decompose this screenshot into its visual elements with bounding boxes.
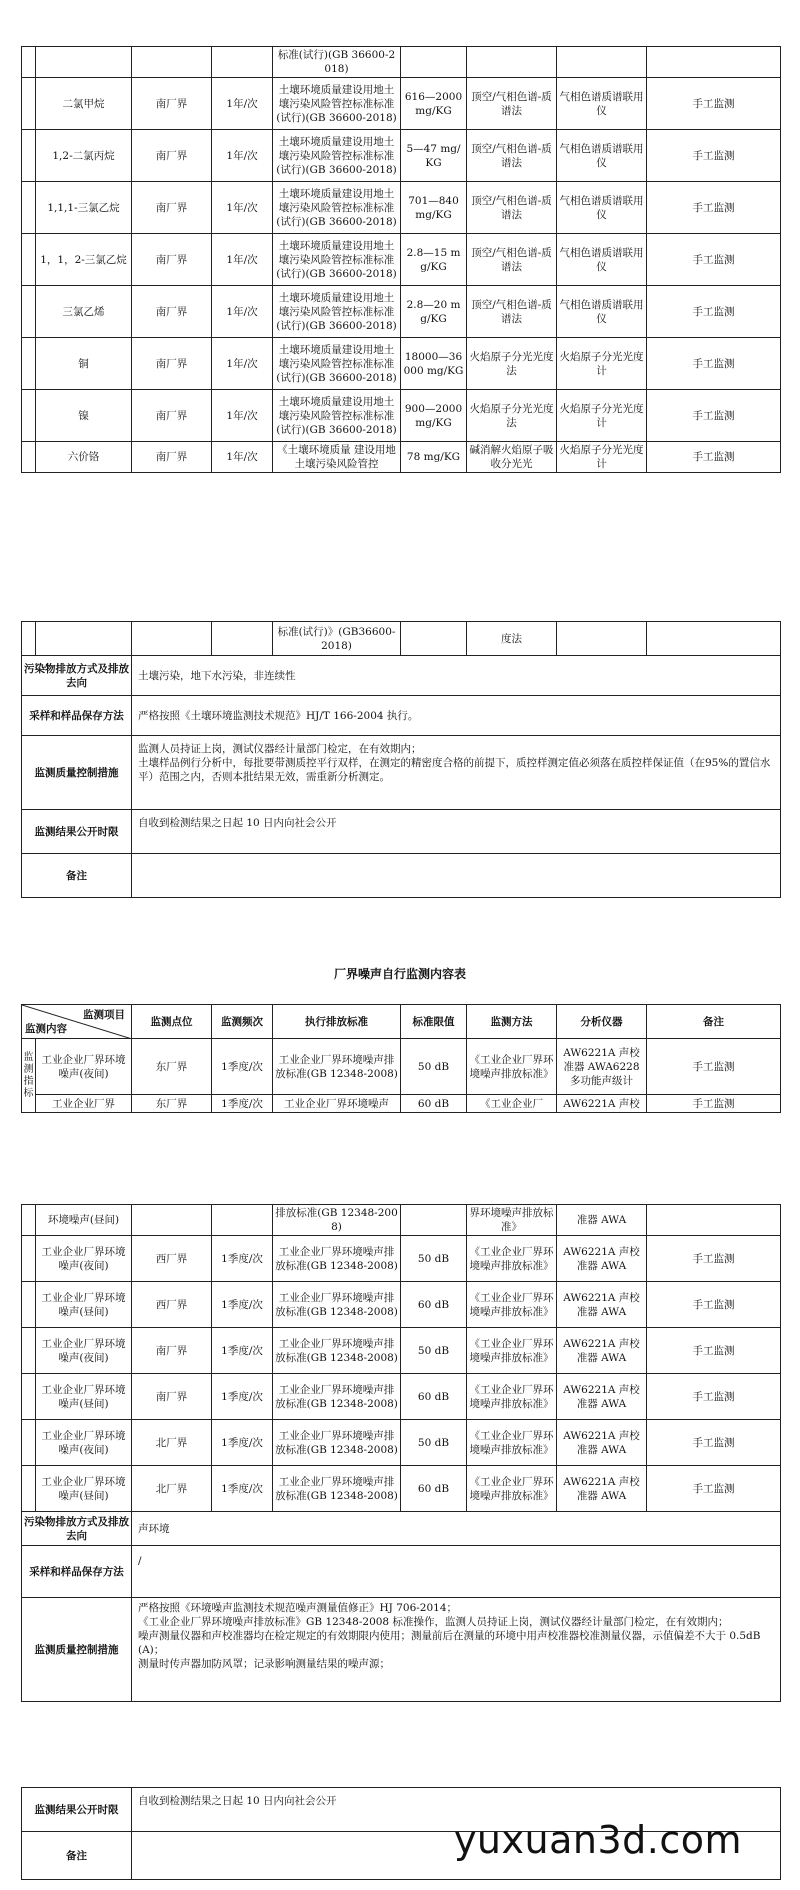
soil-point: 南厂界 bbox=[132, 442, 212, 473]
indent-cell bbox=[22, 130, 36, 182]
soil-cont-standard: 标准(试行)》(GB36600-2018) bbox=[273, 622, 401, 656]
soil-qc-line: 监测人员持证上岗，测试仪器经计量部门检定，在有效期内； bbox=[138, 743, 422, 755]
soil-freq: 1年/次 bbox=[212, 338, 273, 390]
diag-bottom-label: 监测内容 bbox=[25, 1023, 67, 1035]
soil-freq: 1年/次 bbox=[212, 390, 273, 442]
noise-freq: 1季度/次 bbox=[212, 1374, 273, 1420]
cell bbox=[647, 622, 781, 656]
noise-freq bbox=[212, 1205, 273, 1236]
noise-freq: 1季度/次 bbox=[212, 1282, 273, 1328]
noise-limit: 60 dB bbox=[401, 1095, 467, 1113]
cell bbox=[22, 622, 36, 656]
noise-remark-label: 备注 bbox=[22, 1832, 132, 1880]
soil-public-row bbox=[22, 810, 781, 854]
noise-standard: 工业企业厂界环境噪声排放标准(GB 12348-2008) bbox=[273, 1039, 401, 1095]
soil-method: 火焰原子分光光度法 bbox=[467, 338, 557, 390]
noise-qc-line: 严格按照《环境噪声监测技术规范噪声测量值修正》HJ 706-2014； bbox=[138, 1602, 458, 1614]
soil-discharge-label: 污染物排放方式及排放去向 bbox=[22, 656, 132, 696]
soil-freq: 1年/次 bbox=[212, 130, 273, 182]
soil-mode: 手工监测 bbox=[647, 390, 781, 442]
soil-instrument: 气相色谱质谱联用仪 bbox=[557, 286, 647, 338]
soil-instrument: 气相色谱质谱联用仪 bbox=[557, 234, 647, 286]
noise-mode: 手工监测 bbox=[647, 1236, 781, 1282]
noise-instrument: AW6221A 声校准器 AWA bbox=[557, 1328, 647, 1374]
soil-method bbox=[467, 47, 557, 78]
soil-mode: 手工监测 bbox=[647, 182, 781, 234]
soil-item bbox=[36, 47, 132, 78]
cell bbox=[401, 622, 467, 656]
noise-row bbox=[22, 1374, 781, 1420]
noise-row bbox=[22, 1205, 781, 1236]
soil-mode: 手工监测 bbox=[647, 234, 781, 286]
soil-mode: 手工监测 bbox=[647, 286, 781, 338]
noise-method: 《工业企业厂界环境噪声排放标准》 bbox=[467, 1374, 557, 1420]
soil-item: 三氯乙烯 bbox=[36, 286, 132, 338]
soil-point: 南厂界 bbox=[132, 390, 212, 442]
soil-discharge-value: 土壤污染，地下水污染，非连续性 bbox=[132, 656, 781, 696]
noise-row bbox=[22, 1420, 781, 1466]
soil-instrument: 气相色谱质谱联用仪 bbox=[557, 182, 647, 234]
noise-qc-label: 监测质量控制措施 bbox=[22, 1598, 132, 1702]
soil-freq: 1年/次 bbox=[212, 442, 273, 473]
noise-sampling-label: 采样和样品保存方法 bbox=[22, 1546, 132, 1598]
soil-standard: 土壤环境质量建设用地土壤污染风险管控标准标准(试行)(GB 36600-2018) bbox=[273, 286, 401, 338]
noise-limit: 50 dB bbox=[401, 1328, 467, 1374]
noise-instrument: AW6221A 声校准器 AWA bbox=[557, 1236, 647, 1282]
header-method: 监测方法 bbox=[467, 1005, 557, 1039]
header-standard: 执行排放标准 bbox=[273, 1005, 401, 1039]
noise-method: 《工业企业厂界环境噪声排放标准》 bbox=[467, 1328, 557, 1374]
header-limit: 标准限值 bbox=[401, 1005, 467, 1039]
soil-freq bbox=[212, 47, 273, 78]
noise-method: 《工业企业厂界环境噪声排放标准》 bbox=[467, 1282, 557, 1328]
soil-freq: 1年/次 bbox=[212, 182, 273, 234]
noise-header-row bbox=[22, 1005, 781, 1039]
noise-instrument: 准器 AWA bbox=[557, 1205, 647, 1236]
soil-limit: 2.8—20 mg/KG bbox=[401, 286, 467, 338]
soil-freq: 1年/次 bbox=[212, 78, 273, 130]
soil-standard: 标准(试行)(GB 36600-2018) bbox=[273, 47, 401, 78]
noise-instrument: AW6221A 声校准器 AWA bbox=[557, 1466, 647, 1512]
noise-standard: 工业企业厂界环境噪声排放标准(GB 12348-2008) bbox=[273, 1374, 401, 1420]
noise-sampling-value: / bbox=[132, 1546, 781, 1598]
noise-public-value: 自收到检测结果之日起 10 日内向社会公开 bbox=[132, 1788, 781, 1832]
noise-item: 工业企业厂界环境噪声(夜间) bbox=[36, 1236, 132, 1282]
noise-mode: 手工监测 bbox=[647, 1039, 781, 1095]
noise-freq: 1季度/次 bbox=[212, 1328, 273, 1374]
soil-instrument bbox=[557, 47, 647, 78]
noise-vertical-label: 监测指标 bbox=[22, 1039, 36, 1113]
noise-qc-row bbox=[22, 1598, 781, 1702]
indent-cell bbox=[22, 390, 36, 442]
noise-table-title: 厂界噪声自行监测内容表 bbox=[333, 967, 466, 981]
noise-limit: 50 dB bbox=[401, 1236, 467, 1282]
noise-limit: 60 dB bbox=[401, 1466, 467, 1512]
noise-row bbox=[22, 1236, 781, 1282]
noise-standard: 工业企业厂界环境噪声排放标准(GB 12348-2008) bbox=[273, 1466, 401, 1512]
soil-point: 南厂界 bbox=[132, 338, 212, 390]
soil-freq: 1年/次 bbox=[212, 234, 273, 286]
soil-limit: 616—2000 mg/KG bbox=[401, 78, 467, 130]
noise-instrument: AW6221A 声校准器 AWA bbox=[557, 1420, 647, 1466]
soil-instrument: 火焰原子分光光度计 bbox=[557, 338, 647, 390]
diag-top-label: 监测项目 bbox=[83, 1009, 125, 1021]
soil-instrument: 火焰原子分光光度计 bbox=[557, 442, 647, 473]
soil-qc-row bbox=[22, 736, 781, 810]
soil-qc-label: 监测质量控制措施 bbox=[22, 736, 132, 810]
soil-limit: 2.8—15 mg/KG bbox=[401, 234, 467, 286]
noise-limit: 60 dB bbox=[401, 1282, 467, 1328]
noise-row bbox=[22, 1095, 781, 1113]
indent-cell bbox=[22, 1374, 36, 1420]
noise-mode: 手工监测 bbox=[647, 1374, 781, 1420]
soil-public-label: 监测结果公开时限 bbox=[22, 810, 132, 854]
soil-qc-line: 土壤样品例行分析中，每批要带测质控平行双样，在测定的精密度合格的前提下，质控样测定值必须落在质控样保证值（在95%的置信水平）范围之内，否则本批结果无效，需重新分析测定。 bbox=[138, 757, 771, 783]
soil-table-fragment bbox=[21, 46, 780, 473]
noise-freq: 1季度/次 bbox=[212, 1039, 273, 1095]
noise-table-a bbox=[21, 1004, 781, 1113]
noise-point: 南厂界 bbox=[132, 1374, 212, 1420]
soil-row bbox=[22, 338, 781, 390]
soil-mode: 手工监测 bbox=[647, 338, 781, 390]
soil-point: 南厂界 bbox=[132, 78, 212, 130]
noise-freq: 1季度/次 bbox=[212, 1095, 273, 1113]
noise-table-b bbox=[21, 1204, 781, 1702]
soil-limit: 5—47 mg/KG bbox=[401, 130, 467, 182]
soil-standard: 土壤环境质量建设用地土壤污染风险管控标准标准(试行)(GB 36600-2018) bbox=[273, 130, 401, 182]
soil-row bbox=[22, 442, 781, 473]
noise-sampling-row bbox=[22, 1546, 781, 1598]
noise-mode: 手工监测 bbox=[647, 1282, 781, 1328]
soil-standard: 土壤环境质量建设用地土壤污染风险管控标准标准(试行)(GB 36600-2018) bbox=[273, 338, 401, 390]
soil-row bbox=[22, 78, 781, 130]
indent-cell bbox=[22, 1205, 36, 1236]
soil-item: 铜 bbox=[36, 338, 132, 390]
noise-discharge-label: 污染物排放方式及排放去向 bbox=[22, 1512, 132, 1546]
noise-item: 工业企业厂界环境噪声(昼间) bbox=[36, 1466, 132, 1512]
soil-public-value: 自收到检测结果之日起 10 日内向社会公开 bbox=[132, 810, 781, 854]
noise-instrument: AW6221A 声校准器 AWA bbox=[557, 1374, 647, 1420]
soil-remark-value bbox=[132, 854, 781, 898]
soil-limit: 78 mg/KG bbox=[401, 442, 467, 473]
soil-remark-row bbox=[22, 854, 781, 898]
soil-method: 顶空/气相色谱-质谱法 bbox=[467, 130, 557, 182]
header-freq: 监测频次 bbox=[212, 1005, 273, 1039]
soil-standard: 土壤环境质量建设用地土壤污染风险管控标准标准(试行)(GB 36600-2018) bbox=[273, 78, 401, 130]
soil-freq: 1年/次 bbox=[212, 286, 273, 338]
soil-cont-row bbox=[22, 622, 781, 656]
noise-discharge-value: 声环境 bbox=[132, 1512, 781, 1546]
noise-point bbox=[132, 1205, 212, 1236]
noise-mode: 手工监测 bbox=[647, 1420, 781, 1466]
cell bbox=[212, 622, 273, 656]
soil-limit: 900—2000 mg/KG bbox=[401, 390, 467, 442]
soil-info-fragment bbox=[21, 621, 780, 898]
soil-standard: 土壤环境质量建设用地土壤污染风险管控标准标准(试行)(GB 36600-2018) bbox=[273, 182, 401, 234]
noise-method: 《工业企业厂界环境噪声排放标准》 bbox=[467, 1039, 557, 1095]
noise-instrument: AW6221A 声校准器 AWA6228 多功能声级计 bbox=[557, 1039, 647, 1095]
soil-item: 六价铬 bbox=[36, 442, 132, 473]
indent-cell bbox=[22, 442, 36, 473]
noise-point: 东厂界 bbox=[132, 1095, 212, 1113]
soil-item: 1,1,1-三氯乙烷 bbox=[36, 182, 132, 234]
soil-method: 顶空/气相色谱-质谱法 bbox=[467, 78, 557, 130]
noise-mode bbox=[647, 1205, 781, 1236]
noise-item: 工业企业厂界环境噪声(夜间) bbox=[36, 1039, 132, 1095]
soil-table bbox=[21, 46, 781, 473]
noise-qc-line: 测量时传声器加防风罩；记录影响测量结果的噪声源； bbox=[138, 1658, 390, 1670]
soil-row bbox=[22, 390, 781, 442]
indent-cell bbox=[22, 1466, 36, 1512]
noise-item: 工业企业厂界环境噪声(夜间) bbox=[36, 1420, 132, 1466]
cell bbox=[132, 622, 212, 656]
indent-cell bbox=[22, 47, 36, 78]
soil-sampling-row bbox=[22, 696, 781, 736]
noise-point: 南厂界 bbox=[132, 1328, 212, 1374]
noise-table-fragment-a bbox=[21, 1004, 780, 1113]
noise-row bbox=[22, 1328, 781, 1374]
noise-public-label: 监测结果公开时限 bbox=[22, 1788, 132, 1832]
noise-standard: 工业企业厂界环境噪声排放标准(GB 12348-2008) bbox=[273, 1420, 401, 1466]
soil-point: 南厂界 bbox=[132, 130, 212, 182]
noise-limit: 50 dB bbox=[401, 1039, 467, 1095]
noise-method: 《工业企业厂界环境噪声排放标准》 bbox=[467, 1466, 557, 1512]
soil-mode: 手工监测 bbox=[647, 78, 781, 130]
indent-cell bbox=[22, 338, 36, 390]
soil-point: 南厂界 bbox=[132, 182, 212, 234]
soil-method: 顶空/气相色谱-质谱法 bbox=[467, 234, 557, 286]
soil-method: 顶空/气相色谱-质谱法 bbox=[467, 286, 557, 338]
noise-standard: 工业企业厂界环境噪声排放标准(GB 12348-2008) bbox=[273, 1328, 401, 1374]
noise-qc-line: 噪声测量仪器和声校准器均在检定规定的有效期限内使用；测量前后在测量的环境中用声校准器校准测量仪器，示值偏差不大于 0.5dB(A)； bbox=[138, 1630, 761, 1656]
indent-cell bbox=[22, 1236, 36, 1282]
soil-method: 火焰原子分光光度法 bbox=[467, 390, 557, 442]
soil-point: 南厂界 bbox=[132, 286, 212, 338]
noise-standard: 工业企业厂界环境噪声排放标准(GB 12348-2008) bbox=[273, 1236, 401, 1282]
soil-cont-method: 度法 bbox=[467, 622, 557, 656]
noise-freq: 1季度/次 bbox=[212, 1236, 273, 1282]
soil-row bbox=[22, 130, 781, 182]
indent-cell bbox=[22, 1328, 36, 1374]
noise-item: 工业企业厂界环境噪声(昼间) bbox=[36, 1374, 132, 1420]
indent-cell bbox=[22, 234, 36, 286]
soil-instrument: 气相色谱质谱联用仪 bbox=[557, 78, 647, 130]
noise-freq: 1季度/次 bbox=[212, 1466, 273, 1512]
noise-item: 环境噪声(昼间) bbox=[36, 1205, 132, 1236]
soil-point bbox=[132, 47, 212, 78]
noise-discharge-row bbox=[22, 1512, 781, 1546]
soil-row bbox=[22, 234, 781, 286]
noise-mode: 手工监测 bbox=[647, 1466, 781, 1512]
soil-row bbox=[22, 286, 781, 338]
noise-mode: 手工监测 bbox=[647, 1095, 781, 1113]
noise-method: 《工业企业厂界环境噪声排放标准》 bbox=[467, 1236, 557, 1282]
soil-item: 二氯甲烷 bbox=[36, 78, 132, 130]
indent-cell bbox=[22, 1420, 36, 1466]
noise-point: 东厂界 bbox=[132, 1039, 212, 1095]
soil-standard: 土壤环境质量建设用地土壤污染风险管控标准标准(试行)(GB 36600-2018) bbox=[273, 390, 401, 442]
site-watermark: yuxuan3d.com bbox=[453, 1818, 742, 1862]
noise-item: 工业企业厂界环境噪声(夜间) bbox=[36, 1328, 132, 1374]
noise-limit: 60 dB bbox=[401, 1374, 467, 1420]
soil-standard: 土壤环境质量建设用地土壤污染风险管控标准标准(试行)(GB 36600-2018) bbox=[273, 234, 401, 286]
noise-row bbox=[22, 1039, 781, 1095]
soil-item: 1，1，2-三氯乙烷 bbox=[36, 234, 132, 286]
soil-mode: 手工监测 bbox=[647, 130, 781, 182]
noise-freq: 1季度/次 bbox=[212, 1420, 273, 1466]
noise-point: 西厂界 bbox=[132, 1282, 212, 1328]
soil-qc-value bbox=[132, 736, 781, 810]
soil-method: 碱消解火焰原子吸收分光光 bbox=[467, 442, 557, 473]
noise-method: 《工业企业厂 bbox=[467, 1095, 557, 1113]
soil-row bbox=[22, 47, 781, 78]
noise-method: 界环境噪声排放标准》 bbox=[467, 1205, 557, 1236]
noise-table-fragment-b bbox=[21, 1204, 780, 1702]
header-point: 监测点位 bbox=[132, 1005, 212, 1039]
noise-row bbox=[22, 1466, 781, 1512]
header-remark: 备注 bbox=[647, 1005, 781, 1039]
noise-qc-line: 《工业企业厂界环境噪声排放标准》GB 12348-2008 标准操作，监测人员持证上岗，测试仪器经计量部门检定，在有效期内； bbox=[138, 1616, 729, 1628]
soil-item: 1,2-二氯丙烷 bbox=[36, 130, 132, 182]
cell bbox=[36, 622, 132, 656]
indent-cell bbox=[22, 78, 36, 130]
noise-row bbox=[22, 1282, 781, 1328]
indent-cell bbox=[22, 182, 36, 234]
noise-standard: 排放标准(GB 12348-2008) bbox=[273, 1205, 401, 1236]
noise-instrument: AW6221A 声校 bbox=[557, 1095, 647, 1113]
soil-instrument: 火焰原子分光光度计 bbox=[557, 390, 647, 442]
soil-limit: 18000—36000 mg/KG bbox=[401, 338, 467, 390]
noise-instrument: AW6221A 声校准器 AWA bbox=[557, 1282, 647, 1328]
noise-item: 工业企业厂界环境噪声(昼间) bbox=[36, 1282, 132, 1328]
noise-standard: 工业企业厂界环境噪声 bbox=[273, 1095, 401, 1113]
noise-limit bbox=[401, 1205, 467, 1236]
soil-item: 镍 bbox=[36, 390, 132, 442]
noise-item: 工业企业厂界 bbox=[36, 1095, 132, 1113]
noise-standard: 工业企业厂界环境噪声排放标准(GB 12348-2008) bbox=[273, 1282, 401, 1328]
noise-limit: 50 dB bbox=[401, 1420, 467, 1466]
soil-instrument: 气相色谱质谱联用仪 bbox=[557, 130, 647, 182]
soil-sampling-label: 采样和样品保存方法 bbox=[22, 696, 132, 736]
soil-mode bbox=[647, 47, 781, 78]
noise-mode: 手工监测 bbox=[647, 1328, 781, 1374]
cell bbox=[557, 622, 647, 656]
noise-qc-value bbox=[132, 1598, 781, 1702]
soil-discharge-row bbox=[22, 656, 781, 696]
soil-standard: 《土壤环境质量 建设用地土壤污染风险管控 bbox=[273, 442, 401, 473]
soil-mode: 手工监测 bbox=[647, 442, 781, 473]
noise-method: 《工业企业厂界环境噪声排放标准》 bbox=[467, 1420, 557, 1466]
indent-cell bbox=[22, 1282, 36, 1328]
soil-point: 南厂界 bbox=[132, 234, 212, 286]
soil-limit bbox=[401, 47, 467, 78]
indent-cell bbox=[22, 286, 36, 338]
noise-point: 北厂界 bbox=[132, 1420, 212, 1466]
soil-method: 顶空/气相色谱-质谱法 bbox=[467, 182, 557, 234]
noise-point: 北厂界 bbox=[132, 1466, 212, 1512]
soil-remark-label: 备注 bbox=[22, 854, 132, 898]
soil-info-table bbox=[21, 621, 781, 898]
noise-header-diagonal bbox=[22, 1005, 132, 1039]
soil-limit: 701—840 mg/KG bbox=[401, 182, 467, 234]
soil-row bbox=[22, 182, 781, 234]
soil-sampling-value: 严格按照《土壤环境监测技术规范》HJ/T 166-2004 执行。 bbox=[132, 696, 781, 736]
noise-point: 西厂界 bbox=[132, 1236, 212, 1282]
header-instrument: 分析仪器 bbox=[557, 1005, 647, 1039]
